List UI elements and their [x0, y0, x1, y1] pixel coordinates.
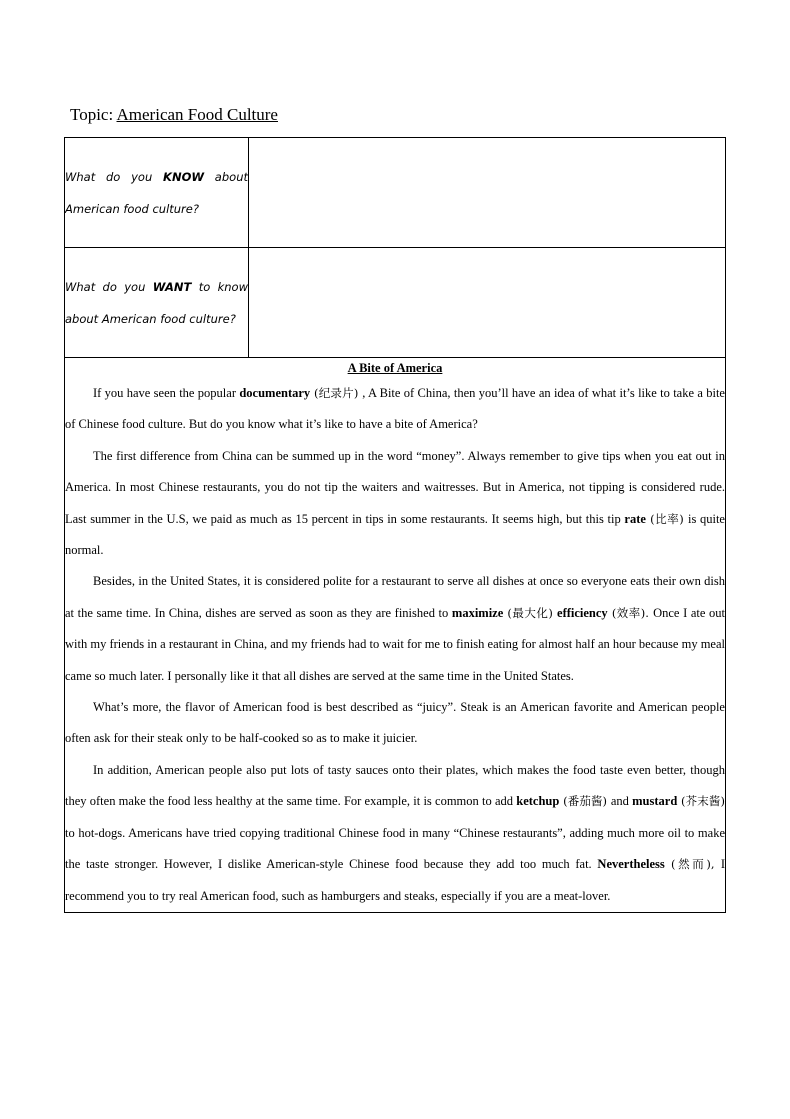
want-question-post: to know about American food culture?: [65, 279, 248, 326]
article-paragraph-3: [65, 566, 725, 692]
article-paragraph-4: [65, 692, 725, 755]
p5-text-1: and: [610, 794, 633, 809]
term-mustard: mustard: [632, 794, 678, 809]
term-documentary: documentary: [239, 386, 311, 400]
want-answer-cell[interactable]: [249, 248, 726, 358]
article-paragraph-5: [65, 755, 725, 912]
cn-gloss-mustard: (芥末酱): [677, 794, 725, 809]
p1-text-1: , A Bite of China, then you’ll have an idea of what it’s like to take a bite of Chinese food culture. But do you know what it’s like to have a bite of America?: [65, 386, 725, 432]
cn-gloss-efficiency: (效率).: [607, 605, 654, 620]
topic-label: Topic:: [70, 105, 117, 124]
term-maximize: maximize: [451, 605, 504, 620]
cn-gloss-rate: (比率): [645, 511, 688, 526]
term-efficiency: efficiency: [557, 605, 608, 620]
p1-text-0: If you have seen the popular: [93, 386, 240, 400]
cn-gloss-documentary: (纪录片): [310, 386, 363, 400]
know-keyword: KNOW: [163, 169, 205, 184]
kwl-table: [64, 137, 726, 913]
know-row: [65, 138, 726, 248]
p5-text-0: In addition, American people also put lots of tasty sauces onto their plates, which makes the food taste even better, though they often make the food less healthy at the same time. For example, it is common to add: [65, 762, 725, 809]
topic-value: American Food Culture: [116, 105, 278, 124]
term-nevertheless: Nevertheless: [597, 857, 665, 872]
cn-gloss-maximize: (最大化): [503, 605, 558, 620]
know-question-pre: What do you: [65, 169, 164, 184]
term-rate: rate: [624, 511, 646, 526]
want-question: [65, 248, 249, 358]
p3-text-0: Besides, in the United States, it is considered polite for a restaurant to serve all dishes at once so everyone eats their own dish at the same time. In China, dishes are served as soon as they are finished to: [65, 574, 725, 620]
article-row: [65, 358, 726, 913]
p3-text-1: Once I ate out with my friends in a restaurant in China, and my friends had to wait for me to finish eating for almost half an hour because my meal came so much later. I personally like it that all dishes are served at the same time in the United States.: [65, 605, 725, 683]
know-answer-cell[interactable]: [249, 138, 726, 248]
want-question-pre: What do you: [65, 279, 153, 294]
article-paragraph-2: [65, 441, 725, 567]
want-row: [65, 248, 726, 358]
article-cell: [65, 358, 726, 913]
p5-text-2: to hot-dogs. Americans have tried copying traditional Chinese food in many “Chinese restaurants”, adding much more oil to make the taste stronger. However, I dislike American-style Chinese food because they add too much fat.: [65, 825, 725, 872]
article-title: A Bite of America: [347, 361, 443, 375]
term-ketchup: ketchup: [516, 794, 560, 809]
know-question-post: about American food culture?: [65, 169, 248, 216]
p5-text-3: I recommend you to try real American food, such as hamburgers and steaks, especially if you are a meat-lover.: [65, 857, 725, 903]
want-keyword: WANT: [152, 279, 192, 294]
cn-gloss-nevertheless: (然而),: [664, 857, 721, 872]
cn-gloss-ketchup: (番茄酱): [559, 794, 611, 809]
topic-heading: [70, 105, 278, 125]
p2-text-0: The first difference from China can be summed up in the word “money”. Always remember to give tips when you eat out in America. In most Chinese restaurants, you do not tip the waiters and waitresses. But in America, not tipping is considered rude. Last summer in the U.S, we paid as much as 15 percent in tips in some restaurants. It seems high, but this tip: [65, 448, 725, 526]
article-paragraph-1: [65, 378, 725, 441]
p2-text-1: is quite normal.: [65, 511, 725, 558]
p4-text-0: What’s more, the flavor of American food is best described as “juicy”. Steak is an American favorite and American people often ask for their steak only to be half-cooked so as to make it juicier.: [65, 700, 725, 746]
know-question: [65, 138, 249, 248]
